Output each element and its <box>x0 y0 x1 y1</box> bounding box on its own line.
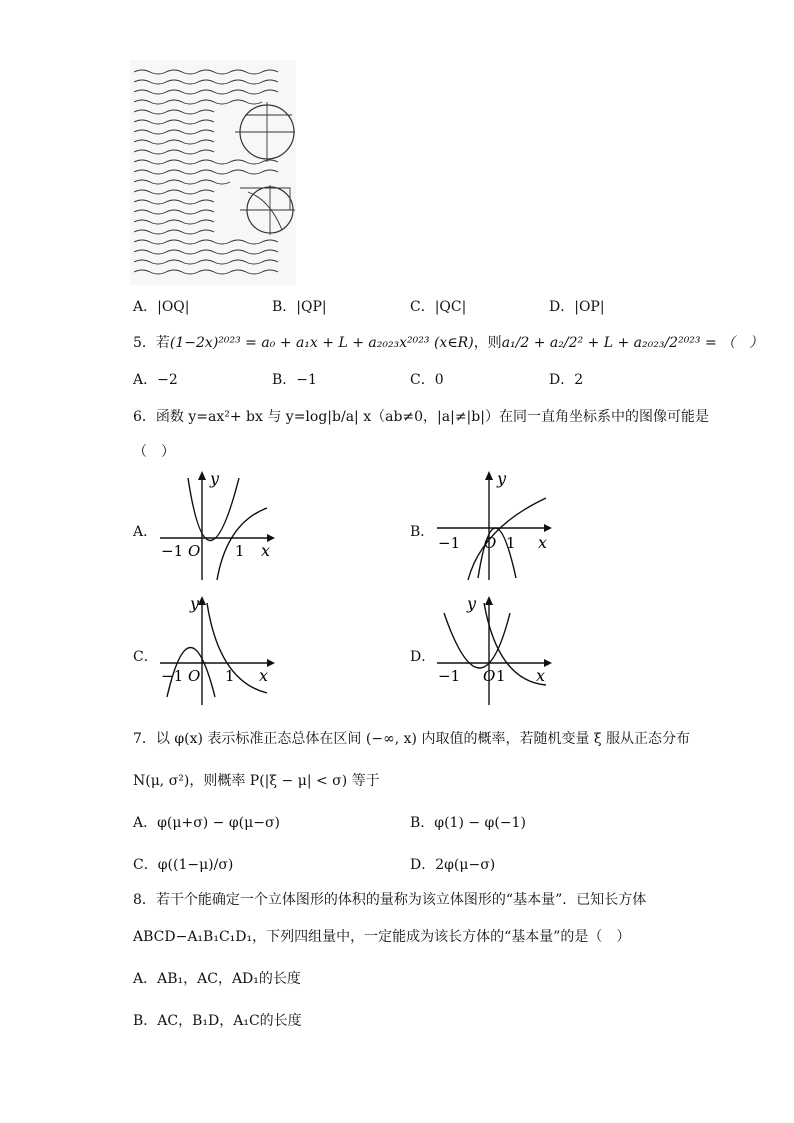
y-arrow <box>198 596 206 605</box>
origin-label: O <box>188 667 201 685</box>
q7-option-c[interactable]: C．φ((1−μ)/σ) <box>133 857 234 873</box>
neg-one-label: −1 <box>161 542 184 560</box>
one-label: 1 <box>506 534 516 552</box>
y-arrow <box>198 471 206 480</box>
q5-prefix: 5．若 <box>133 335 170 351</box>
parabola <box>444 613 510 668</box>
q8-stem-line1: 8．若干个能确定一个立体图形的体积的量称为该立体图形的“基本量”．已知长方体 <box>133 892 647 908</box>
log-curve <box>207 603 267 693</box>
origin-label: O <box>484 534 497 552</box>
neg-one-label: −1 <box>438 667 461 685</box>
q6-option-c-label[interactable]: C． <box>133 649 158 665</box>
graph-b[interactable] <box>432 468 562 583</box>
q5-option-a[interactable]: A．−2 <box>133 372 178 388</box>
q7-stem-line1: 7．以 φ(x) 表示标准正态总体在区间 (−∞, x) 内取值的概率，若随机变量 ξ 服从正态分布 <box>133 731 691 747</box>
graph-c[interactable] <box>155 593 285 708</box>
graph-d[interactable] <box>432 593 562 708</box>
y-label: y <box>210 469 220 488</box>
origin-label: O <box>188 542 201 560</box>
q7-option-b[interactable]: B．φ(1) − φ(−1) <box>410 815 526 831</box>
one-label: 1 <box>235 542 245 560</box>
q8-option-b[interactable]: B．AC，B₁D，A₁C的长度 <box>133 1013 302 1029</box>
q7-option-a[interactable]: A．φ(μ+σ) − φ(μ−σ) <box>133 815 280 831</box>
q6-option-a-label[interactable]: A． <box>133 524 158 540</box>
x-label: x <box>538 533 548 552</box>
q8-stem-line2: ABCD−A₁B₁C₁D₁，下列四组量中，一定能成为该长方体的“基本量”的是（ ） <box>133 929 631 945</box>
q6-stem: 6．函数 y=ax²+ bx 与 y=log|b/a| x（ab≠0，|a|≠|b|）在同一直角坐标系中的图像可能是 <box>133 409 709 425</box>
q5-formula: (1−2x)²⁰²³ = a₀ + a₁x + L + a₂₀₂₃x²⁰²³ (x∈R) <box>169 335 474 351</box>
x-arrow <box>544 524 552 532</box>
x-arrow <box>544 659 552 667</box>
one-label: 1 <box>225 667 235 685</box>
q5-option-b[interactable]: B．−1 <box>272 372 317 388</box>
neg-one-label: −1 <box>161 667 184 685</box>
y-arrow <box>485 471 493 480</box>
origin-label: O <box>483 667 496 685</box>
q8-option-a[interactable]: A．AB₁，AC，AD₁的长度 <box>133 971 301 987</box>
y-label: y <box>190 594 200 613</box>
graph-a[interactable] <box>155 468 285 583</box>
q7-stem-line2: N(μ, σ²)，则概率 P(|ξ − μ| < σ) 等于 <box>133 773 380 789</box>
y-label: y <box>497 469 507 488</box>
q4-option-c[interactable]: C．|QC| <box>410 299 467 315</box>
x-label: x <box>261 541 271 560</box>
q7-option-d[interactable]: D．2φ(μ−σ) <box>410 857 496 873</box>
q5-sum: a₁/2 + a₂/2² + L + a₂₀₂₃/2²⁰²³ = （ ） <box>501 335 764 351</box>
y-label: y <box>467 594 477 613</box>
y-arrow <box>485 596 493 605</box>
q5-mid: ，则 <box>473 335 502 351</box>
one-label: 1 <box>496 667 506 685</box>
manuscript-image <box>130 60 296 285</box>
x-label: x <box>536 666 546 685</box>
q5-option-c[interactable]: C．0 <box>410 372 444 388</box>
q6-paren: （ ） <box>133 444 175 460</box>
q6-option-b-label[interactable]: B． <box>410 524 435 540</box>
x-arrow <box>267 659 275 667</box>
q6-option-d-label[interactable]: D． <box>410 649 436 665</box>
q5-option-d[interactable]: D．2 <box>549 372 584 388</box>
q4-option-a[interactable]: A．|OQ| <box>133 299 190 315</box>
neg-one-label: −1 <box>438 534 461 552</box>
q5-stem <box>133 332 763 352</box>
x-label: x <box>259 666 269 685</box>
q4-option-b[interactable]: B．|QP| <box>272 299 327 315</box>
q4-option-d[interactable]: D．|OP| <box>549 299 605 315</box>
